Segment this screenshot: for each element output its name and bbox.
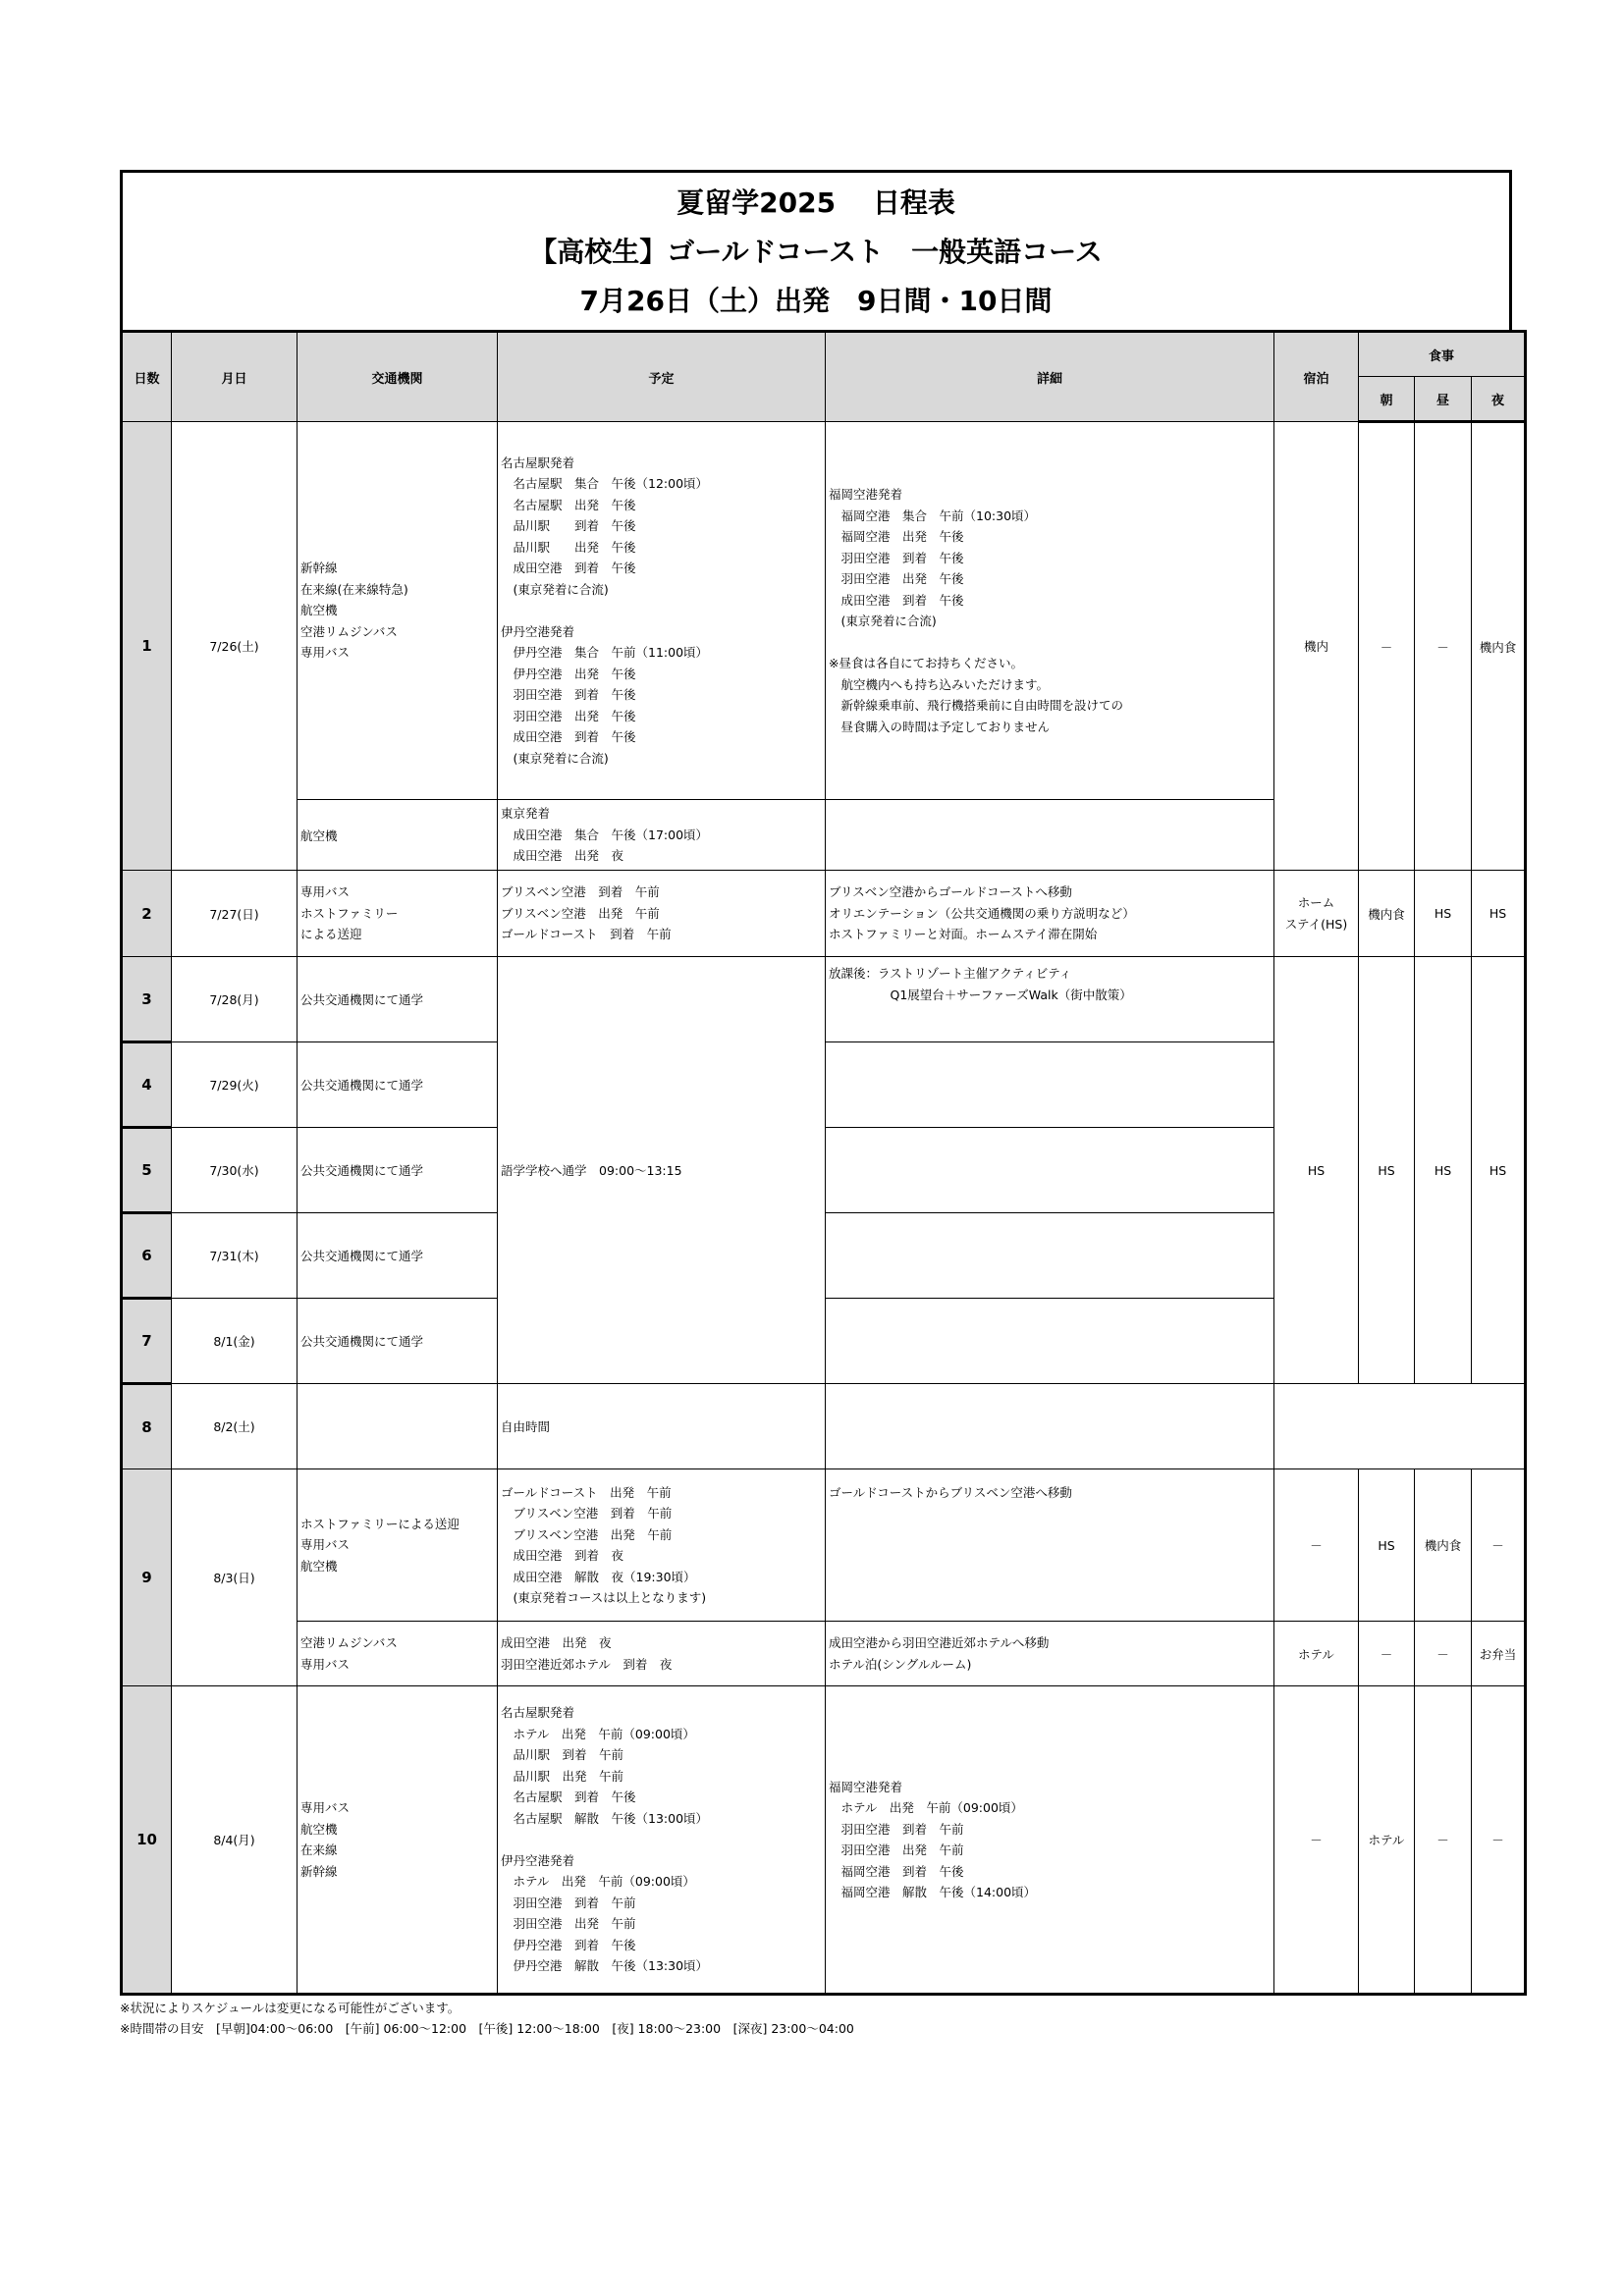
plan-cell — [498, 1469, 826, 1622]
schedule-table — [120, 330, 1527, 1996]
dinner-cell: お弁当 — [1472, 1622, 1526, 1686]
detail-cell — [826, 1128, 1274, 1213]
lunch-cell: － — [1415, 1686, 1472, 1995]
detail-cell — [826, 1384, 1274, 1469]
day-number: 2 — [122, 871, 172, 957]
day-number: 7 — [122, 1299, 172, 1384]
header-row-1 — [122, 332, 1526, 377]
footnote-change-notice: ※状況によりスケジュールは変更になる可能性がございます。 — [120, 2001, 460, 2015]
detail-cell — [826, 800, 1274, 871]
detail-text: 成田空港から羽田空港近郊ホテルへ移動 ホテル泊(シングルルーム) — [829, 1635, 1050, 1672]
header-detail: 詳細 — [826, 332, 1274, 422]
day-number: 8 — [122, 1384, 172, 1469]
transport-text: 新幹線 在来線(在来線特急) 航空機 空港リムジンバス 専用バス — [300, 561, 408, 661]
transport-cell — [298, 1469, 498, 1622]
detail-cell — [826, 1686, 1274, 1995]
detail-cell — [826, 1213, 1274, 1299]
day-number: 1 — [122, 422, 172, 871]
table-row — [122, 957, 1526, 1042]
header-day: 日数 — [122, 332, 172, 422]
lunch-cell: HS — [1415, 957, 1472, 1384]
day-number: 10 — [122, 1686, 172, 1995]
detail-text: ブリスベン空港からゴールドコーストへ移動 オリエンテーション（公共交通機関の乗り方説明など） ホストファミリーと対面。ホームステイ滞在開始 — [829, 884, 1135, 942]
transport-cell: 公共交通機関にて通学 — [298, 1213, 498, 1299]
lodging-cell: 機内 — [1274, 422, 1359, 871]
lodging-cell: HS — [1274, 957, 1359, 1384]
header-lunch: 昼 — [1415, 377, 1472, 422]
plan-cell — [498, 1622, 826, 1686]
transport-cell — [298, 422, 498, 800]
lunch-cell: 機内食 — [1415, 1469, 1472, 1622]
transport-cell — [298, 1384, 498, 1469]
transport-cell: 公共交通機関にて通学 — [298, 957, 498, 1042]
detail-cell — [826, 1622, 1274, 1686]
transport-cell — [298, 1622, 498, 1686]
lunch-cell: － — [1415, 422, 1472, 871]
plan-cell — [498, 422, 826, 800]
plan-text: ブリスベン空港 到着 午前 ブリスベン空港 出発 午前 ゴールドコースト 到着 午前 — [501, 884, 672, 942]
lunch-cell: － — [1415, 1622, 1472, 1686]
title-box — [120, 170, 1512, 330]
plan-text: 名古屋駅発着 名古屋駅 集合 午後（12:00頃） 名古屋駅 出発 午後 品川駅 到着 午後 品川駅 出発 午後 成田空港 到着 午後 (東京発着に合流) 伊丹空港発着 伊丹空港 集合 午前（11:00頃） 伊丹空港 出発 午後 羽田空港 到着 午後 羽田空港 出発 午後 成田空港 到着 午後 (東京発着に合流) — [501, 454, 709, 766]
header-transport: 交通機関 — [298, 332, 498, 422]
table-row — [122, 1622, 1526, 1686]
date-cell: 8/4(月) — [172, 1686, 298, 1995]
transport-text: ホストファミリーによる送迎 専用バス 航空機 — [300, 1516, 460, 1574]
header-date: 月日 — [172, 332, 298, 422]
day-number: 4 — [122, 1042, 172, 1128]
breakfast-cell: 機内食 — [1359, 871, 1415, 957]
title-line-1: 夏留学2025 日程表 — [677, 187, 955, 219]
footnotes — [120, 1998, 854, 2039]
transport-text: 専用バス 航空機 在来線 新幹線 — [300, 1800, 351, 1879]
breakfast-cell: － — [1359, 1622, 1415, 1686]
dinner-cell: － — [1472, 1469, 1526, 1622]
schedule-sheet — [120, 170, 1517, 1996]
detail-text: 放課後：ラストリゾート主催アクティビティ Q1展望台＋サーファーズWalk（街中散策） — [829, 966, 1132, 1002]
detail-cell — [826, 871, 1274, 957]
detail-cell: ゴールドコーストからブリスベン空港へ移動 — [826, 1469, 1274, 1622]
dinner-cell: HS — [1472, 871, 1526, 957]
plan-text: ゴールドコースト 出発 午前 ブリスベン空港 到着 午前 ブリスベン空港 出発 午前 成田空港 到着 夜 成田空港 解散 夜（19:30頃） (東京発着コースは以上となります) — [501, 1484, 707, 1605]
dinner-cell: － — [1472, 1686, 1526, 1995]
header-meals: 食事 — [1359, 332, 1526, 377]
header-breakfast: 朝 — [1359, 377, 1415, 422]
dinner-cell: 機内食 — [1472, 422, 1526, 871]
transport-cell: 公共交通機関にて通学 — [298, 1042, 498, 1128]
table-row — [122, 871, 1526, 957]
breakfast-cell: HS — [1359, 1469, 1415, 1622]
breakfast-cell: － — [1359, 422, 1415, 871]
detail-cell — [826, 957, 1274, 1042]
title-line-3: 7月26日（土）出発 9日間・10日間 — [579, 285, 1053, 317]
detail-text: 福岡空港発着 ホテル 出発 午前（09:00頃） 羽田空港 到着 午前 羽田空港 出発 午前 福岡空港 到着 午後 福岡空港 解散 午後（14:00頃） — [829, 1779, 1037, 1899]
title-line-2: 【高校生】ゴールドコースト 一般英語コース — [529, 236, 1103, 268]
detail-text: 福岡空港発着 福岡空港 集合 午前（10:30頃） 福岡空港 出発 午後 羽田空港 到着 午後 羽田空港 出発 午後 成田空港 到着 午後 (東京発着に合流) ※昼食は各自にてお持ちください。 航空機内へも持ち込みいただけます。 新幹線乗車前、飛行機搭乗前に自由時間を設けての 昼食購入の時間は予定しておりません — [829, 487, 1124, 734]
date-cell: 7/26(土) — [172, 422, 298, 871]
lodging-text: ホーム ステイ(HS) — [1284, 895, 1348, 932]
date-cell: 7/30(水) — [172, 1128, 298, 1213]
plan-cell: 語学学校へ通学 09:00～13:15 — [498, 957, 826, 1384]
header-plan: 予定 — [498, 332, 826, 422]
transport-cell: 公共交通機関にて通学 — [298, 1128, 498, 1213]
plan-text: 東京発着 成田空港 集合 午後（17:00頃） 成田空港 出発 夜 — [501, 806, 709, 864]
header-dinner: 夜 — [1472, 377, 1526, 422]
detail-cell — [826, 1299, 1274, 1384]
transport-text: 専用バス ホストファミリー による送迎 — [300, 884, 399, 942]
lodging-cell — [1274, 871, 1359, 957]
lunch-cell: HS — [1415, 871, 1472, 957]
day-number: 5 — [122, 1128, 172, 1213]
table-row — [122, 422, 1526, 800]
transport-cell: 航空機 — [298, 800, 498, 871]
header-lodging: 宿泊 — [1274, 332, 1359, 422]
plan-cell — [498, 1686, 826, 1995]
lodging-cell: － — [1274, 1686, 1359, 1995]
dinner-cell: HS — [1472, 957, 1526, 1384]
plan-cell — [498, 871, 826, 957]
transport-text: 空港リムジンバス 専用バス — [300, 1635, 398, 1672]
date-cell: 7/31(木) — [172, 1213, 298, 1299]
transport-cell — [298, 871, 498, 957]
date-cell: 8/1(金) — [172, 1299, 298, 1384]
breakfast-cell: ホテル — [1359, 1686, 1415, 1995]
footnote-time-guide: ※時間帯の目安 [早朝]04:00～06:00 [午前] 06:00～12:00 [午後] 12:00～18:00 [夜] 18:00～23:00 [深夜] 23:00～04:00 — [120, 2021, 854, 2036]
lodging-cell: ホテル — [1274, 1622, 1359, 1686]
plan-text: 名古屋駅発着 ホテル 出発 午前（09:00頃） 品川駅 到着 午前 品川駅 出発 午前 名古屋駅 到着 午後 名古屋駅 解散 午後（13:00頃） 伊丹空港発着 ホテル 出発 午前（09:00頃） 羽田空港 到着 午前 羽田空港 出発 午前 伊丹空港 到着 午後 伊丹空港 解散 午後（13:30頃） — [501, 1705, 709, 1974]
day-number: 6 — [122, 1213, 172, 1299]
date-cell: 8/3(日) — [172, 1469, 298, 1686]
plan-text: 成田空港 出発 夜 羽田空港近郊ホテル 到着 夜 — [501, 1635, 673, 1672]
transport-cell: 公共交通機関にて通学 — [298, 1299, 498, 1384]
day-number: 3 — [122, 957, 172, 1042]
table-row — [122, 1384, 1526, 1469]
table-row — [122, 1469, 1526, 1622]
lodging-cell: － — [1274, 1469, 1359, 1622]
day-number: 9 — [122, 1469, 172, 1686]
date-cell: 7/27(日) — [172, 871, 298, 957]
table-row — [122, 1686, 1526, 1995]
date-cell: 7/29(火) — [172, 1042, 298, 1128]
detail-cell — [826, 422, 1274, 800]
date-cell: 8/2(土) — [172, 1384, 298, 1469]
transport-cell — [298, 1686, 498, 1995]
breakfast-cell: HS — [1359, 957, 1415, 1384]
plan-cell: 自由時間 — [498, 1384, 826, 1469]
plan-cell — [498, 800, 826, 871]
detail-cell — [826, 1042, 1274, 1128]
date-cell: 7/28(月) — [172, 957, 298, 1042]
